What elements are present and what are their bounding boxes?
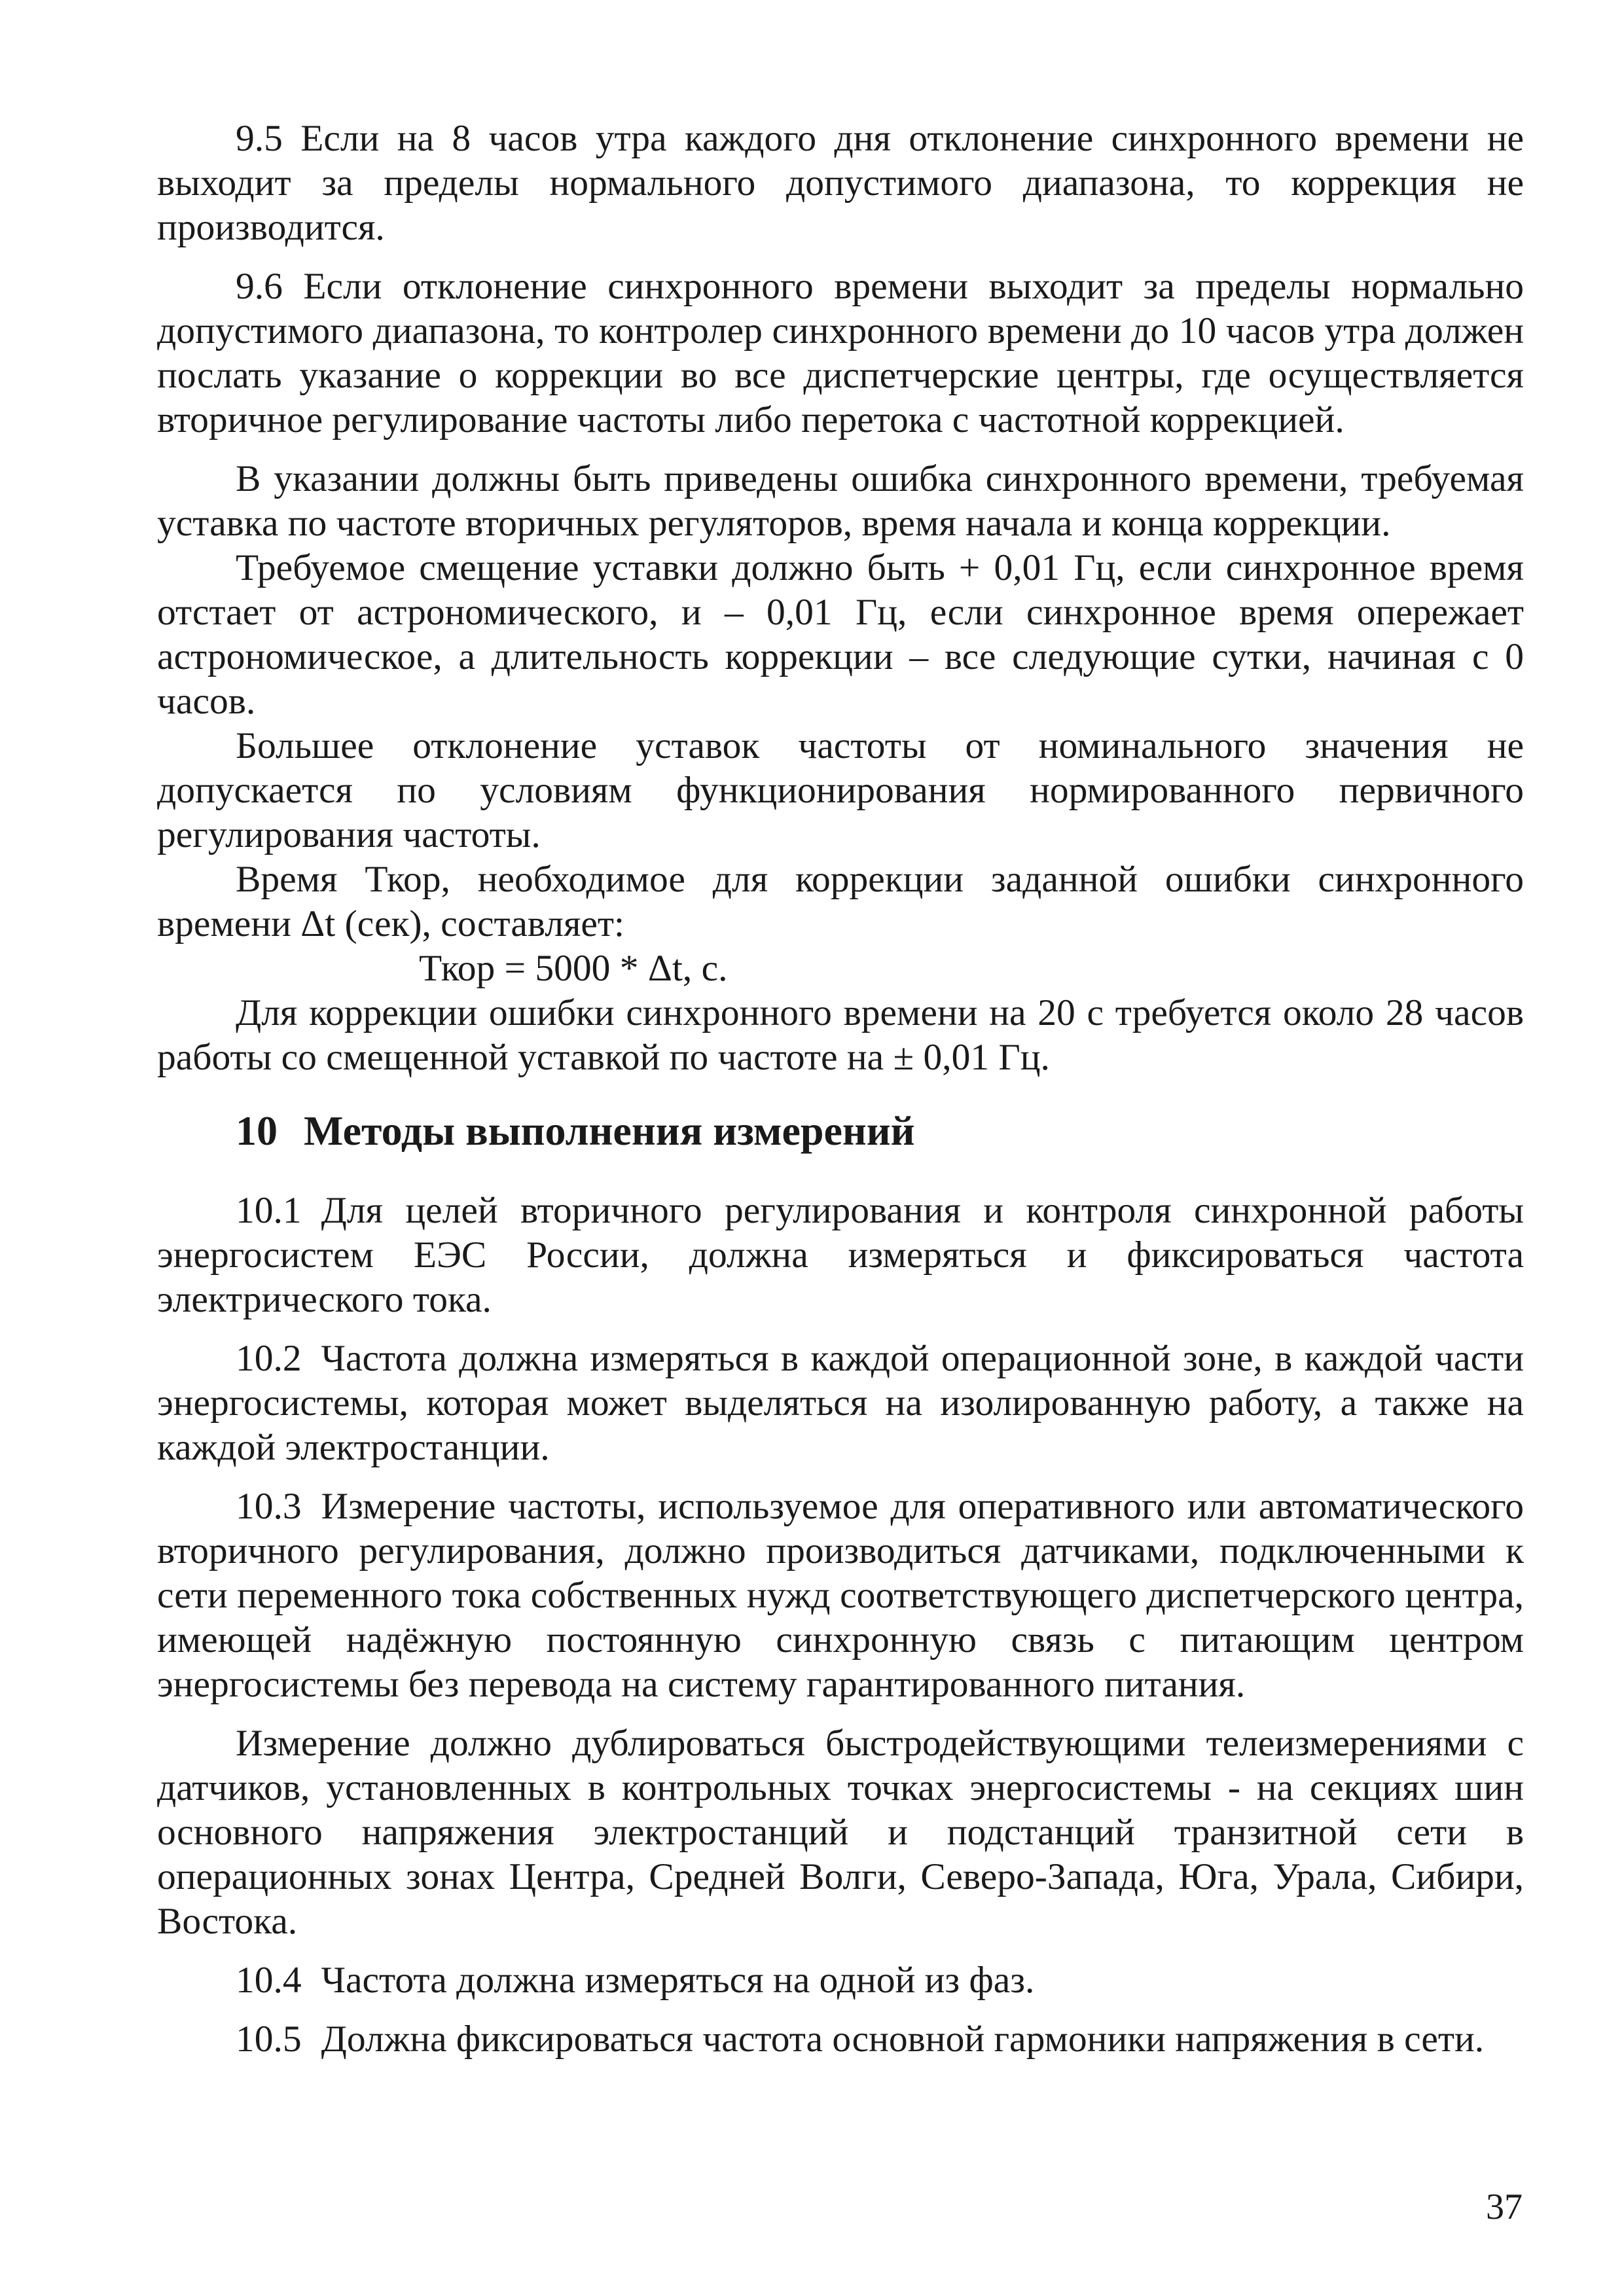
paragraph-9-5: 9.5 Если на 8 часов утра каждого дня отклонение синхронного времени не выходит за пределы нормального допустимого диапазона, то коррекция не производится. — [157, 118, 1524, 248]
paragraph-correction-example: Для коррекции ошибки синхронного времени на 20 с требуется около 28 часов работы со смещенной уставкой по частоте на ± 0,01 Гц. — [157, 992, 1524, 1078]
item-text: Частота должна измеряться в каждой операционной зоне, в каждой части энергосистемы, которая может выделяться на изолированную работу, а также на каждой электростанции. — [157, 1338, 1524, 1468]
paragraph-10-3 — [157, 1484, 1524, 1707]
item-number: 10.4 — [236, 1960, 302, 2001]
paragraph-correction-time: Время Ткор, необходимое для коррекции заданной ошибки синхронного времени Δt (сек), составляет: — [157, 859, 1524, 944]
section-heading — [157, 1106, 1524, 1156]
item-number: 10.2 — [236, 1338, 302, 1379]
item-number: 10.3 — [236, 1486, 302, 1527]
paragraph-9-6: 9.6 Если отклонение синхронного времени выходит за пределы нормально допустимого диапазона, то контролер синхронного времени до 10 часов утра должен послать указание о коррекции во все диспетчерские центры, где осуществляется вторичное регулирование частоты либо перетока с частотной коррекцией. — [157, 266, 1524, 440]
paragraph-setpoint-offset: Требуемое смещение уставки должно быть + 0,01 Гц, если синхронное время отстает от астрономического, и – 0,01 Гц, если синхронное время опережает астрономическое, а длительность коррекции – все следующие сутки, начиная с 0 часов. — [157, 547, 1524, 722]
paragraph-duplication: Измерение должно дублироваться быстродействующими телеизмерениями с датчиков, установленных в контрольных точках энергосистемы - на секциях шин основного напряжения электростанций и подстанций транзитной сети в операционных зонах Центра, Средней Волги, Северо-Запада, Юга, Урала, Сибири, Востока. — [157, 1723, 1524, 1942]
formula-tkor: Ткор = 5000 * Δt, с. — [419, 948, 728, 989]
page-number: 37 — [1486, 2187, 1523, 2227]
item-number: 10.5 — [236, 2018, 302, 2060]
section-title: Методы выполнения измерений — [304, 1107, 915, 1154]
paragraph-10-5 — [157, 2017, 1524, 2062]
item-text: Частота должна измеряться на одной из фаз. — [321, 1960, 1035, 2001]
item-text: Для целей вторичного регулирования и контроля синхронной работы энергосистем ЕЭС России, должна измеряться и фиксироваться частота электрического тока. — [157, 1190, 1524, 1320]
section-number: 10 — [236, 1107, 278, 1154]
paragraph-larger-deviation: Большее отклонение уставок частоты от номинального значения не допускается по условиям функционирования нормированного первичного регулирования частоты. — [157, 725, 1524, 855]
paragraph-10-2 — [157, 1336, 1524, 1470]
document-page — [157, 117, 1524, 2062]
item-text: Измерение частоты, используемое для оперативного или автоматического вторичного регулирования, должно производиться датчиками, подключенными к сети переменного тока собственных нужд соответствующего диспетчерского центра, имеющей надёжную постоянную синхронную связь с питающим центром энергосистемы без перевода на систему гарантированного питания. — [157, 1486, 1524, 1705]
paragraph-instruction-content: В указании должны быть приведены ошибка синхронного времени, требуемая уставка по частоте вторичных регуляторов, время начала и конца коррекции. — [157, 458, 1524, 544]
paragraph-10-1 — [157, 1189, 1524, 1322]
item-number: 10.1 — [236, 1190, 302, 1231]
paragraph-10-4 — [157, 1958, 1524, 2003]
item-text: Должна фиксироваться частота основной гармоники напряжения в сети. — [321, 2018, 1485, 2060]
